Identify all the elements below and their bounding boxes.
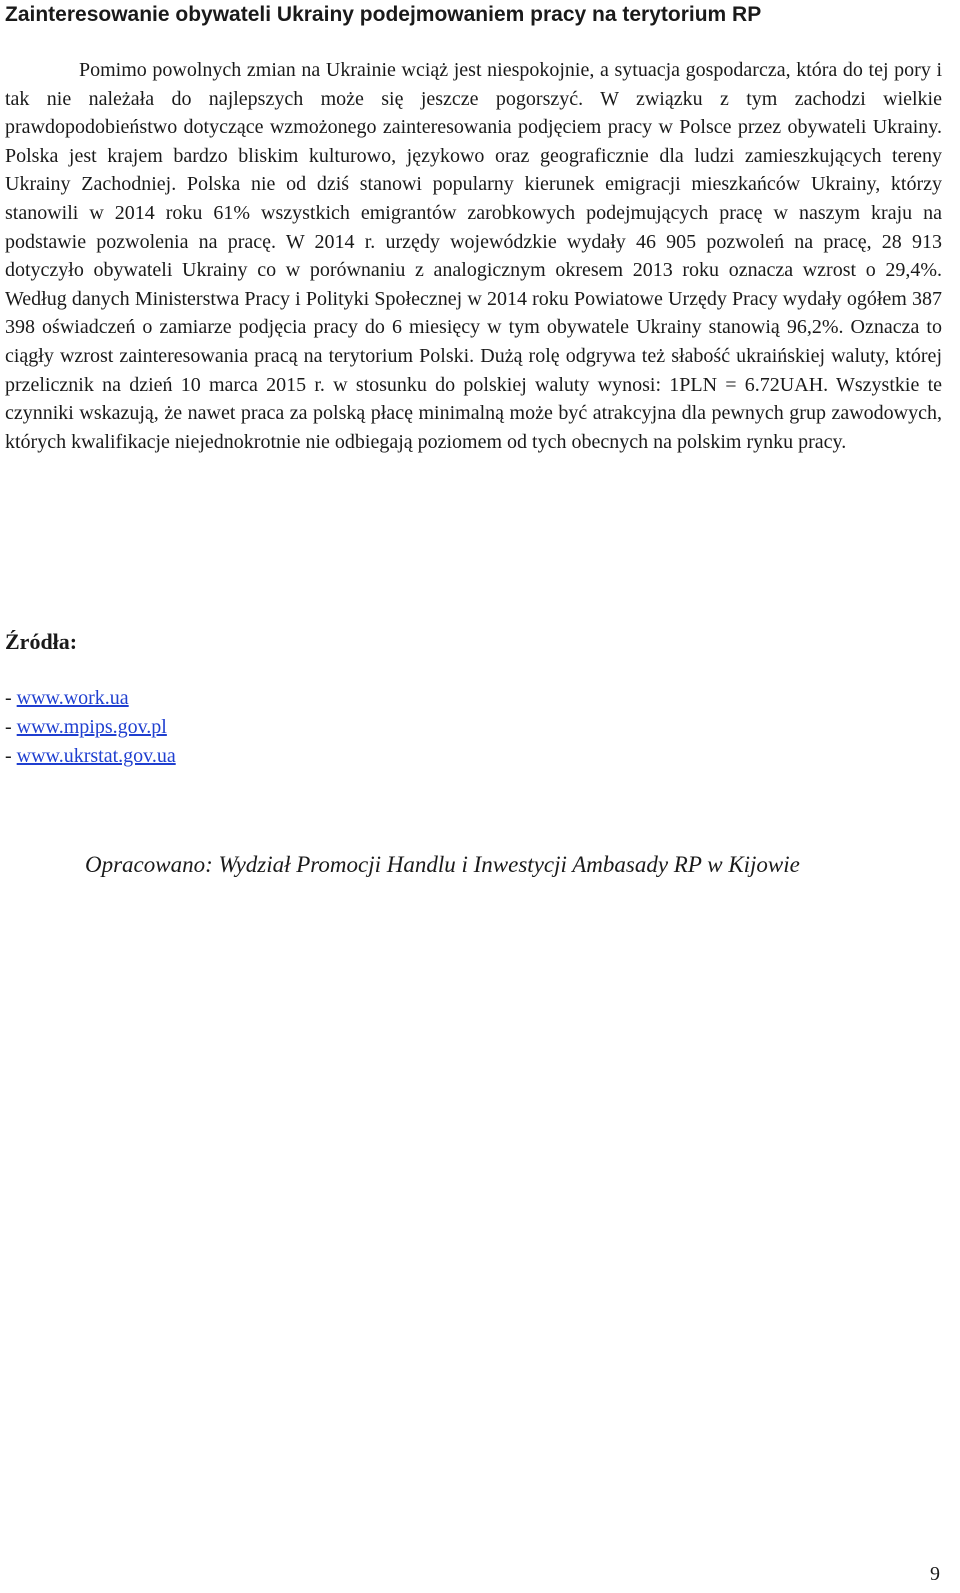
- sources-list: [5, 684, 605, 771]
- source-bullet: -: [5, 716, 17, 738]
- sources-heading: Źródła:: [5, 629, 78, 654]
- source-item: [5, 742, 605, 771]
- source-link-mpips[interactable]: www.mpips.gov.pl: [16, 716, 167, 738]
- source-item: [5, 713, 605, 742]
- source-link-work-ua[interactable]: www.work.ua: [16, 687, 129, 709]
- credit-line: Opracowano: Wydział Promocji Handlu i Inwestycji Ambasady RP w Kijowie: [85, 852, 800, 877]
- page-number: 9: [930, 1563, 940, 1585]
- sources-section: [5, 628, 605, 771]
- source-bullet: -: [5, 745, 17, 767]
- body-paragraph: Pomimo powolnych zmian na Ukrainie wciąż jest niespokojnie, a sytuacja gospodarcza, która do tej pory i tak nie należała do najlepszych może się jeszcze pogorszyć. W związku z tym zachodzi wielkie prawdopodobieństwo dotyczące wzmożonego zainteresowania podjęciem pracy w Polsce przez obywateli Ukrainy. Polska jest krajem bardzo bliskim kulturowo, językowo oraz geograficznie dla ludzi zamieszkujących tereny Ukrainy Zachodniej. Polska nie od dziś stanowi popularny kierunek emigracji mieszkańców Ukrainy, którzy stanowili w 2014 roku 61% wszystkich emigrantów zarobkowych podejmujących pracę w naszym kraju na podstawie pozwolenia na pracę. W 2014 r. urzędy wojewódzkie wydały 46 905 pozwoleń na pracę, 28 913 dotyczyło obywateli Ukrainy co w porównaniu z analogicznym okresem 2013 roku oznacza wzrost o 29,4%. Według danych Ministerstwa Pracy i Polityki Społecznej w 2014 roku Powiatowe Urzędy Pracy wydały ogółem 387 398 oświadczeń o zamiarze podjęcia pracy do 6 miesięcy w tym obywatele Ukrainy stanowią 96,2%. Oznacza to ciągły wzrost zainteresowania pracą na terytorium Polski. Dużą rolę odgrywa też słabość ukraińskiej waluty, której przelicznik na dzień 10 marca 2015 r. w stosunku do polskiej waluty wynosi: 1PLN = 6.72UAH. Wszystkie te czynniki wskazują, że nawet praca za polską płacę minimalną może być atrakcyjna dla pewnych grup zawodowych, których kwalifikacje niejednokrotnie nie odbiegają poziomem od tych obecnych na polskim rynku pracy.: [5, 59, 942, 453]
- source-link-ukrstat[interactable]: www.ukrstat.gov.ua: [16, 745, 176, 767]
- document-title: Zainteresowanie obywateli Ukrainy podejmowaniem pracy na terytorium RP: [5, 3, 762, 26]
- source-item: [5, 684, 605, 713]
- source-bullet: -: [5, 687, 17, 709]
